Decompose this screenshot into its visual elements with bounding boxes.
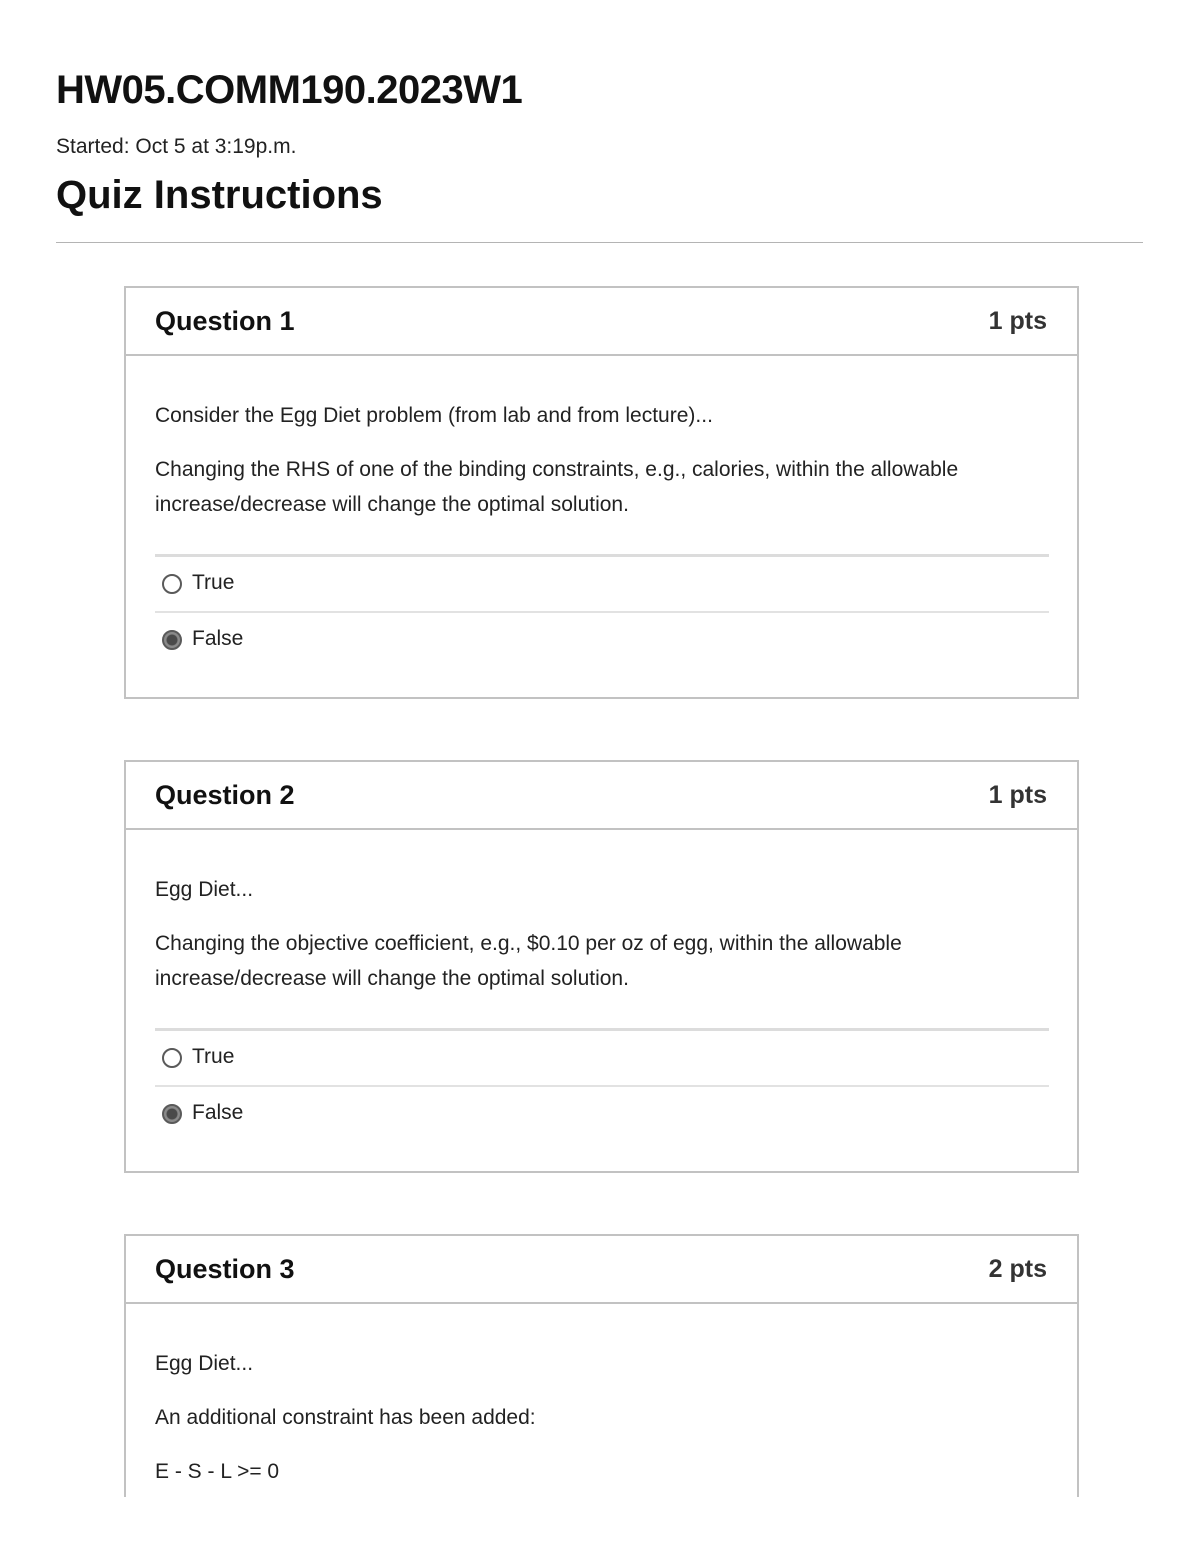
answer-label: False <box>192 1101 244 1124</box>
question-card-1 <box>124 286 1079 699</box>
question-points: 1 pts <box>988 781 1047 809</box>
question-points: 2 pts <box>988 1255 1047 1283</box>
question-paragraph: Egg Diet... <box>155 1352 254 1375</box>
answer-option-true[interactable] <box>155 557 1049 613</box>
radio-button[interactable] <box>162 1048 182 1068</box>
quiz-instructions-heading: Quiz Instructions <box>56 173 383 217</box>
radio-button[interactable] <box>162 1104 182 1124</box>
question-text <box>155 1346 1050 1497</box>
question-title: Question 3 <box>155 1254 295 1284</box>
question-paragraph: An additional constraint has been added: <box>155 1406 536 1429</box>
answer-option-true[interactable] <box>155 1031 1049 1087</box>
question-text <box>155 398 1050 541</box>
question-header <box>126 1236 1077 1304</box>
question-points: 1 pts <box>988 307 1047 335</box>
question-header <box>126 288 1077 356</box>
question-paragraph: E - S - L >= 0 <box>155 1460 280 1483</box>
answer-label: True <box>192 571 235 594</box>
question-header <box>126 762 1077 830</box>
quiz-title: HW05.COMM190.2023W1 <box>56 68 523 112</box>
header-divider <box>56 242 1143 243</box>
radio-button[interactable] <box>162 574 182 594</box>
question-text <box>155 872 1050 1015</box>
question-paragraph: Changing the RHS of one of the binding constraints, e.g., calories, within the allowable increase/decrease will change the optimal solution. <box>155 458 959 516</box>
radio-button[interactable] <box>162 630 182 650</box>
question-paragraph: Egg Diet... <box>155 878 254 901</box>
started-timestamp: Started: Oct 5 at 3:19p.m. <box>56 135 297 158</box>
answer-option-false[interactable] <box>155 613 1049 667</box>
question-card-2 <box>124 760 1079 1173</box>
answer-list <box>155 554 1049 667</box>
answer-option-false[interactable] <box>155 1087 1049 1141</box>
question-paragraph: Consider the Egg Diet problem (from lab and from lecture)... <box>155 404 713 427</box>
question-card-3 <box>124 1234 1079 1497</box>
question-paragraph: Changing the objective coefficient, e.g., $0.10 per oz of egg, within the allowable increase/decrease will change the optimal solution. <box>155 932 902 990</box>
answer-label: False <box>192 627 244 650</box>
answer-list <box>155 1028 1049 1141</box>
question-title: Question 2 <box>155 780 295 810</box>
question-title: Question 1 <box>155 306 295 336</box>
answer-label: True <box>192 1045 235 1068</box>
